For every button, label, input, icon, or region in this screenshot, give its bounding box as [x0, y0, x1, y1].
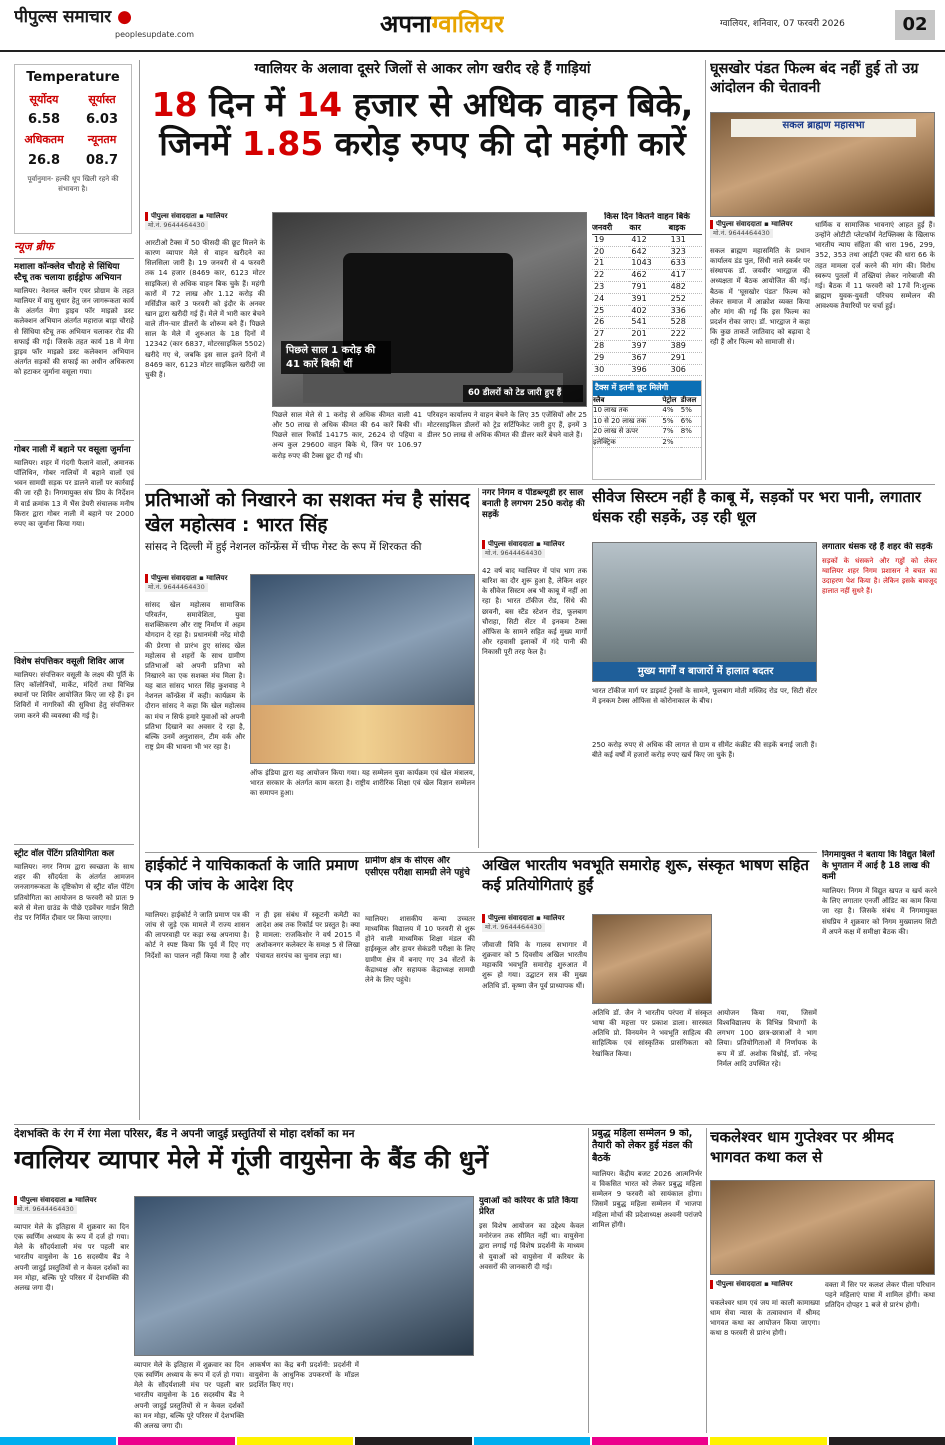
bhavbhuti-body: आयोजन किया गया, जिसमें विश्वविद्यालय के विभिन्न विभागों के लगभग 100 छात्र-छात्राओं ने भाग लिया। प्रतियोगिताओं में निर्णायक के रूप में डॉ. अशोक विश्नोई, डॉ. नरेन्द्र निर्मल आदि उपस्थित रहे।: [717, 1009, 817, 1068]
lead-side-text: परिवहन कार्यालय ने वाहन बेचने के लिए 35 एजेंसियों और 25 मोटरसाइकिल डीलरों को ट्रेड सर्टिफिकेट जारी हुए हैं, इनमें 3 डीलर 50 लाख से अधिक कीमत की डीलर कारें बेचने वाले हैं।: [427, 411, 587, 440]
table-row: 26 541 528: [592, 317, 702, 329]
katha-body: वक्ता में सिर पर कलश लेकर पीला परिधान पहने महिलाएं यात्रा में शामिल होंगी। कथा प्रतिदिन दोपहर 1 बजे से प्रारंभ होगी।: [825, 1281, 935, 1310]
table-row: 20 लाख से ऊपर 7% 8%: [593, 427, 701, 437]
sansad-byline: पीपुल्स संवाददाता ▪ ग्वालियर: [145, 574, 245, 583]
table-row: 25 402 336: [592, 305, 702, 317]
gramin-body: ग्वालियर। शासकीय कन्या उच्चतर माध्यमिक विद्यालय में 10 फरवरी से शुरू होने वाली माध्यमिक शिक्षा मंडल की हाईस्कूल और हायर सेकंडरी परीक्षा के लिए ग्रामीण क्षेत्र में बनाए गए 34 सेंटरों के केंद्राध्यक्ष और सहायक केंद्राध्यक्ष सामग्री लेने के लिए पहुंचे।: [365, 915, 475, 984]
section-title: अपनाग्वालियर: [380, 10, 505, 38]
prabuddh-body: ग्वालियर। केंद्रीय बजट 2026 आत्मनिर्भर व विकसित भारत को लेकर प्रबुद्ध महिला सम्मेलन 9 फरवरी को सायंकाल होगा। जिसमें प्रबुद्ध महिला सम्मेलन में भाजपा महिला मोर्चा की प्रदेशाध्यक्ष अश्वनी परांजपे शामिल होंगी।: [592, 1170, 702, 1229]
bhavbhuti-photo: [592, 914, 712, 1004]
highcourt-body: ग्वालियर। हाईकोर्ट ने जाति प्रमाण पत्र की जांच से जुड़े एक मामले में राज्य शासन की लापरवाही पर कड़ा रुख अपनाया है। कोर्ट ने स्पष्ट किया कि पूर्व में दिए गए निर्देशों का पालन नहीं किया गया है और न ही इस संबंध में स्कूटनी कमेटी का आदेश अब तक रिकॉर्ड पर प्रस्तुत है। क्या है मामला: राजकिशोर ने वर्ष 2015 में अशोकनगर कलेक्टर के समक्ष 5 से लिखा पंचायत सरपंच का चुनाव लड़ा था।: [145, 911, 360, 960]
news-brief-label: न्यूज ब्रीफ: [14, 240, 54, 253]
masthead: [0, 0, 945, 52]
tax-box: [592, 380, 702, 480]
temperature-box: [14, 64, 132, 234]
prabuddh-headline: प्रबुद्ध महिला सम्मेलन 9 को, तैयारी को लेकर हुई मंडल की बैठकें: [592, 1128, 693, 1164]
lead-byline: पीपुल्स संवाददाता ▪ ग्वालियर: [145, 212, 270, 221]
photo-caption: 60 डीलरों को टेड जारी हुए हैं: [463, 385, 583, 402]
sewage-photo: [592, 542, 817, 682]
brief-headline: विशेष संपत्तिकर वसूली शिविर आज: [14, 656, 124, 667]
mela-band-photo: [134, 1196, 474, 1356]
right-top-body: सकल ब्राह्मण महासमिति के प्रधान कार्यालय डंड पुल, सिंधी नाले स्कर्बर पर संस्थापक डॉ. जयवीर भारद्वाज की अध्यक्षता में बैठक आयोजित की गई। बैठक में 'घूसखोर पंडत' फिल्म को लेकर समाज में आक्रोश व्यक्त किया और मांग की गई कि इस फिल्म का प्रदर्शन रोका जाए। डॉ. भारद्वाज ने कहा कि कुछ ताकतें जातिवाद को बढ़ावा दे रही हैं और फिल्म को सामाजी से।: [710, 247, 810, 347]
sewage-side-body: सड़कों के धंसकने और गड्ढों को लेकर ग्वालियर शहर निगम प्रशासन ने बचत का उदाहरण पेश किया है। लेकिन इसके बावजूद हालात नहीं सुधरे हैं।: [822, 557, 937, 596]
min-temp-label: न्यूनतम: [87, 132, 117, 146]
lead-photo-suv: [272, 212, 587, 407]
lead-headline-block: [145, 60, 700, 210]
max-temp-value: 26.8: [27, 152, 61, 168]
daily-sales-title: किस दिन कितने वाहन बिके: [604, 212, 690, 222]
nagar-nigam-mobile: मो.नं. 9644464430: [482, 549, 545, 558]
sansad-photo: [250, 574, 475, 764]
mela-kicker: देशभक्ति के रंग में रंगा मेला परिसर, बैंड ने अपनी जादुई प्रस्तुतियों से मोहा दर्शकों का मन: [14, 1128, 355, 1140]
brief-body: ग्वालियर। संपत्तिकर वसूली के लक्ष्य की पूर्ति के लिए कॉलोनियों, मार्केट, मंदिरों तथा विभिन्न स्थानों पर शिविर आयोजित किए जा रहे हैं। इन शिविरों में नागरिकों की सुविधा हेतु संपत्तिकर जमा करने की व्यवस्था की गई है।: [14, 671, 134, 720]
bhavbhuti-headline: अखिल भारतीय भवभूति समारोह शुरू, संस्कृत भाषण सहित कई प्रतियोगिताएं हुईं: [482, 856, 809, 894]
tax-col-header: पेट्रोल: [662, 396, 680, 406]
brief-body: ग्वालियर। नगर निगम द्वारा स्वच्छता के साथ शहर की सौंदर्यता के अंतर्गत आमजन जनजागरूकता के दृष्टिकोण से स्ट्रीट वॉल पेंटिंग प्रतियोगिता का आयोजन 8 फरवरी को प्रातः 9 बजे से मेला ग्राउंड के पीछे एडवेंचर गार्डन सिटी रोड पर निर्मित दीवार पर किया जाएगा।: [14, 863, 134, 922]
max-temp-label: अधिकतम: [24, 132, 64, 146]
banner: सकल ब्राह्मण महासभा: [731, 119, 916, 137]
right-top-body: धार्मिक व सामाजिक भावनाएं आहत हुई हैं। उन्होंने ओटीटी प्लेटफॉर्म नेटफ्लिक्स के खिलाफ भारतीय न्याय संहिता की धारा 196, 299, 352, 353 तथा आईटी एक्ट की धारा 66 के तहत मामला दर्ज करने की मांग की। विरोध स्वरूप पुतलों में तख्तियां लेकर नारेबाजी की गई। बैठक में 11 फरवरी को 17वें नि:शुल्क ब्राह्मण युवक-युवती परिचय सम्मेलन की आवश्यक तैयारियों पर चर्चा हुई।: [815, 221, 935, 311]
table-row: [592, 376, 702, 377]
table-row: 10 से 20 लाख तक 5% 6%: [593, 416, 701, 426]
brief-headline: स्ट्रीट वॉल पेंटिंग प्रतियोगिता कल: [14, 849, 115, 860]
table-row: 29 367 291: [592, 352, 702, 364]
temperature-title: Temperature: [26, 70, 120, 85]
sansad-body-continued: ऑफ इंडिया द्वारा यह आयोजन किया गया। यह सम्मेलन युवा कार्यक्रम एवं खेल मंत्रालय, भारत सरकार के अंतर्गत काम करता है। राष्ट्रीय शारीरिक शिक्षा एवं खेल विज्ञान सम्मेलन का समापन हुआ।: [250, 769, 475, 798]
lead-mobile: मो.नं. 9644464430: [145, 221, 208, 230]
sansad-headline: प्रतिभाओं को निखारने का सशक्त मंच है सांसद खेल महोत्सव : भारत सिंह: [145, 489, 470, 536]
table-row: 22 462 417: [592, 270, 702, 282]
brief-body: ग्वालियर। शहर में गंदगी फैलाने वालों, अमानक पॉलिथिन, गोबर नालियों में बहाने वालों एवं भवन सामग्री सड़क पर डालने वालों पर कार्रवाई की जा रही है। निगमायुक्त संघ प्रिय के निर्देशन में वार्ड क्रमांक 13 में भैंस डेयरी संचालक मनीष किरार द्वारा गोबर नाली में बहाने पर 2000 रुपए का जुर्माना किया गया।: [14, 458, 134, 528]
table-row: 21 1043 633: [592, 258, 702, 270]
sunrise-label: सूर्योदय: [29, 92, 59, 106]
table-row: 19 412 131: [592, 234, 702, 246]
color-registration-bar: [0, 1437, 945, 1445]
sewage-body: 250 करोड़ रुपए से अधिक की लागत से ग्राम व सीमेंट कंक्रीट की सड़कें बनाई जाती हैं। बीते कई वर्षों में हजारों करोड़ रुपए खर्च किए जा चुके हैं।: [592, 741, 817, 760]
sansad-subhead: सांसद ने दिल्ली में हुई नेशनल कॉन्फ्रेंस में चीफ गेस्ट के रूप में शिरकत की: [145, 541, 422, 554]
mela-headline: ग्वालियर व्यापार मेले में गूंजी वायुसेना के बैंड की धुनें: [14, 1144, 489, 1174]
table-row: इलेक्ट्रिक 2%: [593, 437, 701, 447]
bhavbhuti-byline: पीपुल्स संवाददाता ▪ ग्वालियर: [482, 914, 587, 923]
lead-headline-line-1: 18 दिन में 14 हजार से अधिक वाहन बिके,: [151, 84, 694, 124]
bhavbhuti-body: अतिथि डॉ. जैन ने भारतीय परंपरा में संस्कृत भाषा की महत्ता पर प्रकाश डाला। सारस्वत अतिथि प्रो. विनयमेन ने भवभूति साहित्य की साहित्यिक एवं सांस्कृतिक प्रासंगिकता को रेखांकित किया।: [592, 1009, 712, 1058]
table-row: 27 201 222: [592, 329, 702, 341]
table-row: 23 791 482: [592, 282, 702, 294]
bhavbhuti-mobile: मो.नं. 9644464430: [482, 923, 545, 932]
mela-youth-body: इस विशेष आयोजन का उद्देश्य केवल मनोरंजन तक सीमित नहीं था। वायुसेना द्वारा लगाई गई विशेष प्रदर्शनी के माध्यम से युवाओं को वायुसेना में करियर के अवसरों की जानकारी दी गई।: [479, 1222, 584, 1271]
table-row: 28 397 389: [592, 341, 702, 353]
table-row: 20 642 323: [592, 246, 702, 258]
lead-side-text: पिछले साल मेले से 1 करोड़ से अधिक कीमत वाली 41 और 50 लाख से अधिक कीमत की 64 कारें बिकी थीं। पिछले साल रिकॉर्ड 14175 कार, 2624 दो पहिया व अन्य कुल 29600 वाहन बिके थे, जिन पर 106.97 करोड़ रुपए की टैक्स छूट दी गई थी।: [272, 411, 422, 460]
nagar-nigam-body: 42 वर्ष बाद ग्वालियर में पांच भाग तक बारिश का दौर शुरू हुआ है, लेकिन शहर के सीवेज सिस्टम अब भी काबू में नहीं आ रहा है। भारत टॉकीज रोड, सिंधे की छावनी, बस स्टैंड स्टेशन रोड, फूलबाग चौराहा, सिटी सेंटर में इनकम टैक्स ऑफिस के सामने सहित कई मुख्य मार्गों और रहवासी इलाकों में गंदे पानी की निकासी पूरी तरह फेल है।: [482, 567, 587, 657]
mela-body: व्यापार मेले के इतिहास में शुक्रवार का दिन एक स्वर्णिम अध्याय के रूप में दर्ज हो गया। मेले के सौंदर्यशाली मंच पर पहली बार भारतीय वायुसेना के 16 सदस्यीय बैंड ने अपनी जादुई प्रस्तुतियों से न केवल दर्शकों का मन मोहा, बल्कि पूरे परिसर में देशभक्ति की अलख जगा दी।: [134, 1361, 244, 1430]
dateline: ग्वालियर, शनिवार, 07 फरवरी 2026: [720, 19, 845, 29]
lead-headline-line-2: जिनमें 1.85 करोड़ रुपए की दो महंगी कारें: [159, 124, 686, 164]
tax-col-header: डीजल: [681, 396, 701, 406]
bijli-headline: निगमायुक्त ने बताया कि विद्युत बिलों के भुगतान में आई है 18 लाख की कमी: [822, 850, 935, 883]
brief-headline: मशाला कॉन्क्लेव चौराहे से सिंधिया स्टैचू तक चलाया हाईड्रोफ अभियान: [14, 261, 122, 283]
sansad-body: सांसद खेल महोत्सव सामाजिक परिवर्तन, समावेशिता, युवा सशक्तिकरण और राष्ट्र निर्माण में अहम योगदान दे रहा है। प्रधानमंत्री नरेंद्र मोदी की प्रेरणा से प्रारंभ हुए सांसद खेल महोत्सव से शहरों के साथ ग्रामीण प्रतिभाओं को अपनी प्रतिभा को निखारने का एक सशक्त मंच मिला है। यह बात सांसद भारत सिंह कुशवाह ने नेशनल कॉन्फ्रेंस में कही। कार्यक्रम के दौरान सांसद ने कहा कि खेल महोत्सव का मंच न सिर्फ हमारे युवाओं को अपनी प्रतिभा दिखाने का अवसर दे रहा है, बल्कि उनमें अनुशासन, टीम वर्क और राष्ट्र प्रेम की भावना भी भर रहा है।: [145, 601, 245, 751]
lead-body: आरटीओ टैक्स में 50 फीसदी की छूट मिलने के कारण व्यापार मेले से वाहन खरीदने का सिलसिला जारी है। 19 जनवरी से 4 फरवरी तक 14 हजार (8469 कार, 6123 मोटर साइकिल) से अधिक वाहन बिक चुके हैं। महंगी कारों में 72 लाख और 1.12 करोड़ की मर्सिडीज कारें 3 फरवरी को इंदौर के अनवर खान द्वारा खरीदी गई हैं। मेले में भारी कार बेचने वाले तीन-चार डीलरों के शोरूम बने हैं। पिछले साल के मेले में शुरुआत के 18 दिनों में 12342 (कार 6837, मोटरसाइकिल 5502) खरीदे गए थे, जबकि इस साल इतने दिनों में 8469 कार, 6123 मोटर साइकिल खरीदी जा चुकी हैं।: [145, 239, 265, 379]
katha-headline: चकलेश्वर धाम गुप्तेश्वर पर श्रीमद भागवत कथा कल से: [710, 1128, 894, 1166]
brand-logo: पीपुल्स समाचार ●: [14, 7, 132, 27]
sewage-body: भारत टॉकीज मार्ग पर डाइवर्ट ट्रेनसों के सामने, फूलबाग मोती मस्जिद रोड पर, सिटी सेंटर में इनकम टैक्स ऑफिस से कोरोनाकाल के बीच।: [592, 687, 817, 706]
daily-sales-box: [592, 212, 702, 377]
website-link[interactable]: peoplesupdate.com: [115, 30, 195, 39]
sunrise-value: 6.58: [27, 112, 61, 128]
photo-caption: पिछले साल 1 करोड़ की 41 कारें बिकी थीं: [281, 341, 391, 374]
sewage-side-headline: लगातार धंसक रहे हैं शहर की सड़कें: [822, 542, 933, 552]
table-row: 30 396 306: [592, 364, 702, 376]
min-temp-value: 08.7: [85, 152, 119, 168]
forecast-note: पूर्वानुमान- हल्की धूप खिली रहने की संभावना है।: [27, 175, 119, 193]
brief-headline: गोबर नाली में बहाने पर वसूला जुर्माना: [14, 444, 131, 455]
katha-byline: पीपुल्स संवाददाता ▪ ग्वालियर: [710, 1280, 820, 1289]
tax-col-header: स्लैब: [593, 396, 662, 406]
photo-caption: मुख्य मार्गों व बाजारों में हालात बदतर: [593, 662, 817, 682]
brief-body: ग्वालियर। नेशनल क्लीन एयर प्रोग्राम के तहत ग्वालियर में वायु सुधार हेतु जन जागरूकता कार्य के अंतर्गत मेगा ड्राइव फॉर माइक्रो डस्ट कलेक्शन अभियान अंतर्गत महाराज बाड़ा चौराहे से सिंधिया स्टैचू तक अभियान चलाकर रोड की सफाई की गई। जिसके तहत कार्य 18 में मेगा ड्राइव फॉर माइक्रो डस्ट कलेक्शन अभियान अंतर्गत सड़कों की सफाई का अधीन अधिकरण को हटाकर जुर्माना वसूला गया।: [14, 286, 134, 377]
mela-youth-headline: युवाओं को करियर के प्रति किया प्रेरित: [479, 1196, 578, 1218]
highcourt-headline: हाईकोर्ट ने याचिकाकर्ता के जाति प्रमाण पत्र की जांच के आदेश दिए: [145, 856, 359, 894]
news-brief-column: [14, 240, 134, 1050]
bijli-body: ग्वालियर। निगम में विद्युत खपत व खर्च करने के लिए लगातार एनर्जी ऑडिट का काम किया जा रहा है। जिसके संबंध में निगमायुक्त संघप्रिय ने शुक्रवार को निगम मुख्यालय सिटी में अपने कक्ष में समीक्षा बैठक की।: [822, 887, 937, 936]
nagar-nigam-headline: नगर निगम व पीडब्ल्यूडी हर साल बनाती है लगभग 250 करोड़ की सड़कें: [482, 488, 585, 521]
sansad-mobile: मो.नं. 9644464430: [145, 583, 208, 592]
sewage-headline: सीवेज सिस्टम नहीं है काबू में, सड़कों पर भरा पानी, लगातार धंसक रही सड़कें, उड़ रही धूल: [592, 488, 922, 526]
right-top-headline: घूसखोर पंडत फिल्म बंद नहीं हुई तो उग्र आंदोलन की चेतावनी: [710, 61, 919, 96]
mela-byline: पीपुल्स संवाददाता ▪ ग्वालियर: [14, 1196, 129, 1205]
right-top-photo: [710, 112, 935, 217]
right-top-mobile: मो.नं. 9644464430: [710, 229, 773, 238]
table-row: 24 391 252: [592, 293, 702, 305]
sunset-value: 6.03: [85, 112, 119, 128]
mela-mobile: मो.नं. 9644464430: [14, 1205, 77, 1214]
mela-body: व्यापार मेले के इतिहास में शुक्रवार का दिन एक स्वर्णिम अध्याय के रूप में दर्ज हो गया। मेले के सौंदर्यशाली मंच पर पहली बार भारतीय वायुसेना के 16 सदस्यीय बैंड ने अपनी जादुई प्रस्तुतियों से न केवल दर्शकों का मन मोहा, बल्कि पूरे परिसर में देशभक्ति की अलख जगा दी।: [14, 1223, 129, 1292]
right-top-byline: पीपुल्स संवाददाता ▪ ग्वालियर: [710, 220, 810, 229]
tax-table: [593, 396, 701, 448]
katha-body: चकलेश्वर धाम एवं जय मां काली कामाख्या धाम सेवा न्यास के तत्वावधान में श्रीमद भागवत कथा का आयोजन किया जाएगा। कथा 8 फरवरी से प्रारंभ होगी।: [710, 1299, 820, 1338]
lead-kicker: ग्वालियर के अलावा दूसरे जिलों से आकर लोग खरीद रहे हैं गाड़ियां: [254, 61, 591, 77]
daily-sales-table: जनवरी कार बाइक 19 412 131 20 642 323 21 1043 633 22 462 417 23 791 482 24 391 252 25 402 336 26 541 528 27 201 222 28 397 389 29 367 291 30 396 306: [592, 223, 702, 377]
bhavbhuti-body: जीवाजी विवि के गालव सभागार में शुक्रवार को 5 दिवसीय अखिल भारतीय महाकवि भवभूति समारोह शुरुआत में शुरू हो गया। उद्घाटन सत्र की मुख्य अतिथि डॉ. कृष्णा जैन पूर्व प्राध्यापक थीं।: [482, 941, 587, 990]
katha-photo: [710, 1180, 935, 1275]
tax-box-title: टैक्स में इतनी छूट मिलेगी: [593, 381, 701, 396]
sunset-label: सूर्यास्त: [88, 92, 116, 106]
gramin-headline: ग्रामीण क्षेत्र के सीएस और एसीएस परीक्षा सामग्री लेने पहुंचे: [365, 856, 470, 878]
page-number: 02: [895, 10, 935, 40]
table-row: 10 लाख तक 4% 5%: [593, 406, 701, 416]
mela-attraction: आकर्षण का केंद्र बनी प्रदर्शनी: प्रदर्शनी में वायुसेना के आधुनिक उपकरणों के मॉडल प्रदर्शित किए गए।: [249, 1361, 359, 1390]
nagar-nigam-byline: पीपुल्स संवाददाता ▪ ग्वालियर: [482, 540, 587, 549]
